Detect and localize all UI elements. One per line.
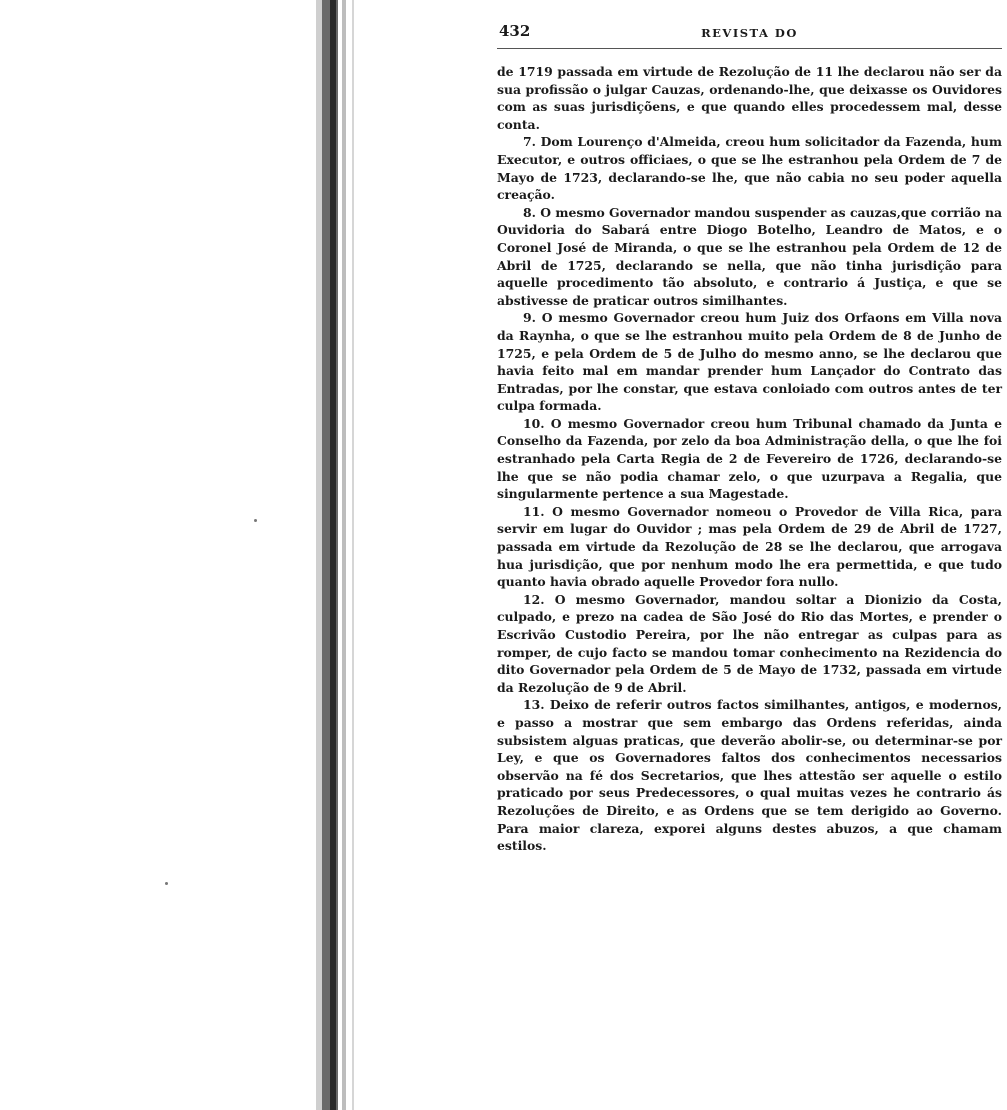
scan-speck [254,519,257,522]
paragraph-12: 12. O mesmo Governador, mandou soltar a Dionizio da Costa, culpado, e prezo na cadea de São José do Rio das Mortes, e prender o Escrivão Custodio Pereira, por lhe não entregar as culpas para as romper, de cujo facto se mandou tomar conhecimento na Rezidencia do dito Governador pela Ordem de 5 de Mayo de 1732, passada em virtude da Rezolução de 9 de Abril. [497,591,1002,695]
book-page [497,22,1002,855]
paragraph-8: 8. O mesmo Governador mandou suspender as cauzas,que corrião na Ouvidoria do Sabará entre Diogo Botelho, Leandro de Matos, e o Coronel José de Miranda, o que se lhe estranhou pela Ordem de 12 de Abril de 1725, declarando se nella, que não tinha jurisdição para aquelle procedimento tão absoluto, e contrario á Justiça, e que se abstivesse de praticar outros similhantes. [497,204,1002,308]
paragraph-10: 10. O mesmo Governador creou hum Tribunal chamado da Junta e Conselho da Fazenda, por zelo da boa Administração della, o que lhe foi estranhado pela Carta Regia de 2 de Fevereiro de 1726, declarando-se lhe que se não podia chamar zelo, o que uzurpava a Regalia, que singularmente pertence a sua Magestade. [497,415,1002,502]
binding-line [342,0,346,1110]
paragraph-13: 13. Deixo de referir outros factos similhantes, antigos, e modernos, e passo a mostrar que sem embargo das Ordens referidas, ainda subsistem alguas praticas, que deverão abolir-se, ou determinar-se por Ley, e que os Governadores faltos dos conhecimentos necessarios observão na fé dos Secretarios, que lhes attestão ser aquelle o estilo praticado por seus Predecessores, o qual muitas vezes he contrario ás Rezoluções de Direito, e as Ordens que se tem derigido ao Governo. Para maior clareza, exporei alguns destes abuzos, a que chamam estilos. [497,697,1002,854]
paragraph-9: 9. O mesmo Governador creou hum Juiz dos Orfaons em Villa nova da Raynha, o que se lhe estranhou muito pela Ordem de 8 de Junho de 1725, e pela Ordem de 5 de Julho do mesmo anno, se lhe declarou que havia feito mal em mandar prender hum Lançador do Contrato das Entradas, por lhe constar, que estava conloiado com outros antes de ter culpa formada. [497,310,1002,414]
binding-line-faint [352,0,354,1110]
paragraph-continuation: de 1719 passada em virtude de Rezolução de 11 lhe declarou não ser da sua profissão o julgar Cauzas, ordenando-lhe, que deixasse os Ouvidores com as suas jurisdiçõens, e que quando elles procedessem mal, desse conta. [497,64,1002,132]
scan-speck [165,882,168,885]
running-head [497,22,1002,49]
paragraph-11: 11. O mesmo Governador nomeou o Provedor de Villa Rica, para servir em lugar do Ouvidor ; mas pela Ordem de 29 de Abril de 1727, passada em virtude da Rezolução de 28 se lhe declarou, que arrogava hua jurisdição, que por nenhum modo lhe era permettida, e que tudo quanto havia obrado aquelle Provedor fora nullo. [497,503,1002,590]
page-number: 432 [499,22,531,40]
binding-shadow-dark [330,0,336,1110]
journal-title: REVISTA DO [701,26,798,40]
paragraph-7: 7. Dom Lourenço d'Almeida, creou hum solicitador da Fazenda, hum Executor, e outros officiaes, o que se lhe estranhou pela Ordem de 7 de Mayo de 1723, declarando-se lhe, que não cabia no seu poder aquella creação. [497,134,1002,203]
